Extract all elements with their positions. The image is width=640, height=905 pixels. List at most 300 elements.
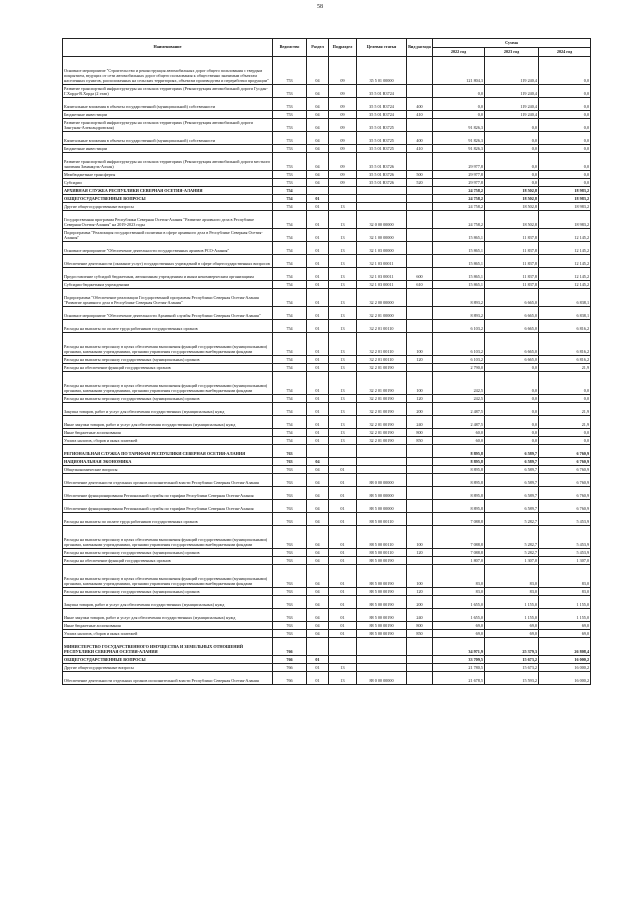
- row-2023: 69,0: [485, 622, 539, 630]
- row-2024: 12 145,2: [539, 268, 591, 281]
- table-row: [63, 458, 591, 466]
- row-section: 04: [307, 458, 329, 466]
- row-2024: 5 453,9: [539, 526, 591, 549]
- row-section: 01: [307, 195, 329, 203]
- row-grbs: 763: [273, 513, 307, 526]
- row-name: Развитие транспортной инфраструктуры на сельских территориях (Реконструкция автомобильной дороги Зангунан-Александровская): [63, 119, 273, 132]
- row-section: 04: [307, 630, 329, 638]
- row-subsection: 01: [329, 526, 357, 549]
- table-row: [63, 549, 591, 557]
- table-row: [63, 445, 591, 458]
- row-name: Иные бюджетные ассигнования: [63, 429, 273, 437]
- row-grbs: 754: [273, 403, 307, 416]
- header-year-2023: 2023 год: [485, 48, 539, 57]
- row-target: 32 2 01 00190: [357, 403, 407, 416]
- row-2023: 6 589,7: [485, 500, 539, 513]
- row-subsection: 09: [329, 57, 357, 85]
- row-subsection: 13: [329, 395, 357, 403]
- row-expense-type: [407, 672, 433, 685]
- row-name: Предоставление субсидий бюджетным, автономным учреждениям и иным некоммерческим организациям: [63, 268, 273, 281]
- row-expense-type: 410: [407, 145, 433, 153]
- row-subsection: [329, 445, 357, 458]
- row-subsection: 13: [329, 211, 357, 229]
- row-2023: 6 589,7: [485, 445, 539, 458]
- row-expense-type: [407, 458, 433, 466]
- row-2022: 34 971,9: [433, 638, 485, 656]
- row-2024: 0,0: [539, 437, 591, 445]
- row-subsection: [329, 638, 357, 656]
- row-2022: 7 088,8: [433, 513, 485, 526]
- row-name: Подпрограмма "Обеспечение реализации Государственной программы Республики Северная Осетия-Алания "Развитие архивного дела в Республике Северная Осетия-Алания": [63, 289, 273, 307]
- row-target: 32 0 00 00000: [357, 211, 407, 229]
- row-2024: 0,0: [539, 119, 591, 132]
- row-target: 32 2 01 00190: [357, 364, 407, 372]
- row-grbs: 754: [273, 242, 307, 255]
- row-grbs: 754: [273, 333, 307, 356]
- row-2023: 18 502,8: [485, 195, 539, 203]
- row-2023: 15 673,2: [485, 656, 539, 664]
- row-subsection: [329, 656, 357, 664]
- row-2022: 15 865,1: [433, 229, 485, 242]
- row-section: 04: [307, 557, 329, 565]
- row-name: Обеспечение функционирования Региональной службы по тарифам Республики Северная Осетия-Алания: [63, 500, 273, 513]
- row-2023: 0,0: [485, 171, 539, 179]
- row-2022: 60,0: [433, 429, 485, 437]
- row-expense-type: 120: [407, 588, 433, 596]
- row-2022: 29 977,8: [433, 153, 485, 171]
- table-row: [63, 588, 591, 596]
- row-2024: 83,0: [539, 588, 591, 596]
- row-subsection: [329, 195, 357, 203]
- row-2023: 6 589,7: [485, 474, 539, 487]
- row-subsection: 09: [329, 171, 357, 179]
- row-grbs: 763: [273, 474, 307, 487]
- row-expense-type: [407, 242, 433, 255]
- row-expense-type: [407, 255, 433, 268]
- row-section: 04: [307, 513, 329, 526]
- row-target: 32 1 03 00011: [357, 281, 407, 289]
- row-name: Расходы на обеспечение функций государственных органов: [63, 364, 273, 372]
- row-2022: 8 895,8: [433, 500, 485, 513]
- row-2022: 69,0: [433, 630, 485, 638]
- row-section: 01: [307, 333, 329, 356]
- row-section: 04: [307, 171, 329, 179]
- row-2023: 11 837,8: [485, 281, 539, 289]
- row-2023: 18 502,8: [485, 211, 539, 229]
- row-2022: 8 895,8: [433, 474, 485, 487]
- row-name: Иные закупки товаров, работ и услуг для обеспечения государственных (муниципальных) нужд: [63, 609, 273, 622]
- row-grbs: 763: [273, 596, 307, 609]
- row-expense-type: [407, 474, 433, 487]
- row-grbs: 766: [273, 672, 307, 685]
- row-subsection: 01: [329, 500, 357, 513]
- row-expense-type: 100: [407, 372, 433, 395]
- row-subsection: 13: [329, 333, 357, 356]
- row-expense-type: 410: [407, 111, 433, 119]
- row-name: Другие общегосударственные вопросы: [63, 664, 273, 672]
- row-grbs: 766: [273, 664, 307, 672]
- row-2024: 6 816,2: [539, 320, 591, 333]
- row-grbs: 763: [273, 549, 307, 557]
- row-section: 04: [307, 549, 329, 557]
- table-row: [63, 242, 591, 255]
- row-target: 32 2 01 00190: [357, 395, 407, 403]
- row-section: 01: [307, 416, 329, 429]
- row-target: [357, 187, 407, 195]
- table-row: [63, 466, 591, 474]
- row-2024: 12 145,2: [539, 255, 591, 268]
- row-2024: 5 453,9: [539, 513, 591, 526]
- row-2024: 0,0: [539, 372, 591, 395]
- row-subsection: 13: [329, 429, 357, 437]
- row-name: Расходы на выплаты по оплате труда работников государственных органов: [63, 320, 273, 333]
- row-2024: 6 838,1: [539, 307, 591, 320]
- row-2022: 83,0: [433, 588, 485, 596]
- table-row: [63, 403, 591, 416]
- row-name: Расходы на выплаты персоналу в целях обеспечения выполнения функций государственными (муниципальными) органами, казенными учреждениями, органами управления государственными внебюджетными фондами: [63, 565, 273, 588]
- row-2024: 1 307,0: [539, 557, 591, 565]
- row-grbs: 754: [273, 229, 307, 242]
- row-section: 01: [307, 364, 329, 372]
- row-grbs: 763: [273, 630, 307, 638]
- row-grbs: 754: [273, 437, 307, 445]
- table-row: [63, 609, 591, 622]
- row-2024: 26 808,4: [539, 638, 591, 656]
- row-2024: 69,0: [539, 622, 591, 630]
- row-target: 88 5 00 00110: [357, 549, 407, 557]
- row-expense-type: 500: [407, 171, 433, 179]
- row-subsection: 13: [329, 320, 357, 333]
- row-section: 01: [307, 268, 329, 281]
- row-expense-type: [407, 211, 433, 229]
- row-grbs: 763: [273, 458, 307, 466]
- row-2023: 6 665,0: [485, 307, 539, 320]
- table-row: [63, 333, 591, 356]
- row-grbs: 754: [273, 429, 307, 437]
- table-row: [63, 630, 591, 638]
- row-2024: 0,0: [539, 85, 591, 98]
- row-name: Подпрограмма "Реализация государственной политики в сфере архивного дела в Республике Северная Осетия-Алания": [63, 229, 273, 242]
- table-row: [63, 119, 591, 132]
- table-row: [63, 57, 591, 85]
- row-2024: 18 983,2: [539, 187, 591, 195]
- row-2023: 119 240,4: [485, 111, 539, 119]
- row-subsection: 09: [329, 153, 357, 171]
- row-2024: 0,0: [539, 145, 591, 153]
- row-2022: 6 103,2: [433, 320, 485, 333]
- row-subsection: 13: [329, 307, 357, 320]
- header-grbs: Ведомство: [273, 39, 307, 57]
- row-2022: 24 758,2: [433, 187, 485, 195]
- row-expense-type: 200: [407, 403, 433, 416]
- row-expense-type: [407, 119, 433, 132]
- row-2022: 33 709,5: [433, 656, 485, 664]
- row-target: [357, 195, 407, 203]
- row-2023: 1 155,0: [485, 609, 539, 622]
- row-target: 32 1 03 00011: [357, 255, 407, 268]
- row-expense-type: 240: [407, 609, 433, 622]
- row-subsection: 13: [329, 672, 357, 685]
- row-name: НАЦИОНАЛЬНАЯ ЭКОНОМИКА: [63, 458, 273, 466]
- row-name: АРХИВНАЯ СЛУЖБА РЕСПУБЛИКИ СЕВЕРНАЯ ОСЕТИЯ-АЛАНИЯ: [63, 187, 273, 195]
- row-2022: 15 865,1: [433, 281, 485, 289]
- row-grbs: 754: [273, 211, 307, 229]
- row-target: 32 2 01 00000: [357, 307, 407, 320]
- row-expense-type: 400: [407, 98, 433, 111]
- row-name: Обеспечение деятельности отдельных органов исполнительной власти Республики Северная Осетия-Алания: [63, 672, 273, 685]
- row-2024: 6 760,9: [539, 500, 591, 513]
- row-subsection: 13: [329, 403, 357, 416]
- row-2023: 25 379,3: [485, 638, 539, 656]
- row-section: 04: [307, 609, 329, 622]
- row-expense-type: [407, 85, 433, 98]
- row-grbs: 766: [273, 638, 307, 656]
- row-2023: 1 155,0: [485, 596, 539, 609]
- table-row: [63, 429, 591, 437]
- row-2022: 29 977,8: [433, 171, 485, 179]
- row-2024: 6 760,9: [539, 458, 591, 466]
- table-row: [63, 526, 591, 549]
- row-section: 01: [307, 429, 329, 437]
- row-2022: 6 103,2: [433, 356, 485, 364]
- row-2022: 21 780,5: [433, 664, 485, 672]
- row-section: 04: [307, 526, 329, 549]
- header-name: Наименование: [63, 39, 273, 57]
- table-row: [63, 672, 591, 685]
- row-name: Обеспечение деятельности отдельных органов исполнительной власти Республики Северная Осетия-Алания: [63, 474, 273, 487]
- row-2024: 0,0: [539, 429, 591, 437]
- row-name: Государственная программа Республики Северная Осетия-Алания "Развитие архивного дела в Республике Северная Осетия-Алания" на 2019-2023 годы: [63, 211, 273, 229]
- row-2023: 119 240,4: [485, 57, 539, 85]
- row-expense-type: 240: [407, 416, 433, 429]
- row-2024: 0,0: [539, 98, 591, 111]
- row-expense-type: 120: [407, 395, 433, 403]
- row-2023: 11 837,8: [485, 229, 539, 242]
- row-2022: 2 487,5: [433, 416, 485, 429]
- row-expense-type: [407, 487, 433, 500]
- row-grbs: 753: [273, 153, 307, 171]
- row-grbs: 753: [273, 179, 307, 187]
- row-2022: 24 758,2: [433, 203, 485, 211]
- row-grbs: 753: [273, 171, 307, 179]
- row-2023: 11 837,8: [485, 242, 539, 255]
- row-expense-type: 400: [407, 132, 433, 145]
- table-row: [63, 320, 591, 333]
- row-target: 32 2 00 00000: [357, 289, 407, 307]
- row-target: 88 0 00 00000: [357, 474, 407, 487]
- row-name: Другие общегосударственные вопросы: [63, 203, 273, 211]
- table-body: [63, 57, 591, 685]
- row-section: 04: [307, 179, 329, 187]
- row-target: 32 2 01 00110: [357, 356, 407, 364]
- row-2024: 12 145,2: [539, 229, 591, 242]
- row-section: 04: [307, 500, 329, 513]
- row-subsection: 13: [329, 242, 357, 255]
- table-row: [63, 638, 591, 656]
- row-subsection: 13: [329, 364, 357, 372]
- row-target: 35 5 01 R3725: [357, 145, 407, 153]
- row-2024: 12 145,2: [539, 281, 591, 289]
- row-name: Уплата налогов, сборов и иных платежей: [63, 437, 273, 445]
- row-2024: 0,0: [539, 395, 591, 403]
- row-subsection: 01: [329, 549, 357, 557]
- row-subsection: 13: [329, 664, 357, 672]
- row-subsection: 01: [329, 474, 357, 487]
- row-name: Межбюджетные трансферты: [63, 171, 273, 179]
- row-2022: 1 655,0: [433, 596, 485, 609]
- row-expense-type: 200: [407, 596, 433, 609]
- row-2024: 6 838,1: [539, 289, 591, 307]
- row-2022: 2 487,5: [433, 403, 485, 416]
- row-target: 32 2 01 00110: [357, 320, 407, 333]
- row-name: Обеспечение деятельности (оказание услуг) государственных учреждений в сфере общегосударственных вопросов: [63, 255, 273, 268]
- table-row: [63, 474, 591, 487]
- row-2024: 5 453,9: [539, 549, 591, 557]
- row-2023: 18 502,8: [485, 187, 539, 195]
- row-grbs: 754: [273, 356, 307, 364]
- table-row: [63, 364, 591, 372]
- row-name: Субсидии бюджетным учреждениям: [63, 281, 273, 289]
- row-expense-type: 120: [407, 356, 433, 364]
- row-name: Расходы на выплаты персоналу в целях обеспечения выполнения функций государственными (муниципальными) органами, казенными учреждениями, органами управления государственными внебюджетными фондами: [63, 526, 273, 549]
- table-row: [63, 289, 591, 307]
- row-subsection: 09: [329, 119, 357, 132]
- row-grbs: 754: [273, 187, 307, 195]
- row-target: 35 5 01 R3724: [357, 85, 407, 98]
- row-2022: 60,0: [433, 437, 485, 445]
- row-grbs: 754: [273, 416, 307, 429]
- table-row: [63, 85, 591, 98]
- row-expense-type: [407, 656, 433, 664]
- row-section: 01: [307, 664, 329, 672]
- row-section: 04: [307, 466, 329, 474]
- row-2022: 7 088,8: [433, 526, 485, 549]
- row-2023: 6 665,0: [485, 333, 539, 356]
- row-2023: 11 837,8: [485, 255, 539, 268]
- row-subsection: 13: [329, 356, 357, 364]
- row-target: 35 5 01 R3724: [357, 98, 407, 111]
- table-row: [63, 203, 591, 211]
- row-2023: 0,0: [485, 429, 539, 437]
- row-subsection: 13: [329, 289, 357, 307]
- row-2024: 21,9: [539, 403, 591, 416]
- table-row: [63, 513, 591, 526]
- row-2023: 6 589,7: [485, 487, 539, 500]
- row-2024: 0,0: [539, 132, 591, 145]
- row-2022: 8 893,2: [433, 307, 485, 320]
- row-2022: 69,0: [433, 622, 485, 630]
- row-section: [307, 187, 329, 195]
- row-name: Бюджетные инвестиции: [63, 145, 273, 153]
- row-section: 01: [307, 395, 329, 403]
- row-target: 88 5 00 00190: [357, 565, 407, 588]
- row-name: Иные бюджетные ассигнования: [63, 622, 273, 630]
- row-2023: 6 665,0: [485, 356, 539, 364]
- row-subsection: 01: [329, 557, 357, 565]
- row-name: Расходы на выплаты персоналу государственных (муниципальных) органов: [63, 588, 273, 596]
- row-2023: 83,0: [485, 565, 539, 588]
- row-subsection: 01: [329, 466, 357, 474]
- row-section: 01: [307, 356, 329, 364]
- row-grbs: 754: [273, 195, 307, 203]
- row-2022: 15 865,1: [433, 242, 485, 255]
- row-section: 01: [307, 211, 329, 229]
- row-grbs: 753: [273, 119, 307, 132]
- row-2023: 0,0: [485, 372, 539, 395]
- row-2022: 8 895,8: [433, 445, 485, 458]
- header-expense-type: Вид расхода: [407, 39, 433, 57]
- row-expense-type: [407, 187, 433, 195]
- row-name: Расходы на выплаты персоналу государственных (муниципальных) органов: [63, 356, 273, 364]
- row-2022: 6 103,2: [433, 333, 485, 356]
- row-target: 88 5 00 00190: [357, 588, 407, 596]
- row-section: 01: [307, 289, 329, 307]
- row-section: 01: [307, 656, 329, 664]
- row-2022: 91 826,3: [433, 145, 485, 153]
- row-2022: 24 758,2: [433, 195, 485, 203]
- row-2023: 69,0: [485, 630, 539, 638]
- row-grbs: 754: [273, 395, 307, 403]
- row-section: 01: [307, 437, 329, 445]
- row-2022: 83,0: [433, 565, 485, 588]
- header-sum: Сумма: [433, 39, 591, 48]
- row-target: [357, 458, 407, 466]
- table-row: [63, 171, 591, 179]
- row-2023: 6 589,7: [485, 458, 539, 466]
- row-2024: 6 760,9: [539, 466, 591, 474]
- row-2022: 91 826,3: [433, 119, 485, 132]
- row-target: 88 5 00 00190: [357, 609, 407, 622]
- row-subsection: 13: [329, 437, 357, 445]
- row-2023: 5 282,7: [485, 549, 539, 557]
- row-grbs: 753: [273, 132, 307, 145]
- row-grbs: 754: [273, 307, 307, 320]
- row-name: Основное мероприятие "Обеспечение деятельности государственных архивов РСО-Алания": [63, 242, 273, 255]
- table-row: [63, 500, 591, 513]
- row-2024: 16 000,2: [539, 672, 591, 685]
- row-target: [357, 664, 407, 672]
- table-row: [63, 145, 591, 153]
- row-grbs: 754: [273, 255, 307, 268]
- table-row: [63, 195, 591, 203]
- row-subsection: 09: [329, 85, 357, 98]
- row-2023: 0,0: [485, 119, 539, 132]
- row-section: 04: [307, 565, 329, 588]
- header-subsection: Подраздел: [329, 39, 357, 57]
- row-name: Уплата налогов, сборов и иных платежей: [63, 630, 273, 638]
- row-grbs: 763: [273, 565, 307, 588]
- row-grbs: 763: [273, 526, 307, 549]
- row-2023: 11 837,8: [485, 268, 539, 281]
- row-subsection: 09: [329, 132, 357, 145]
- page-number: 58: [317, 4, 323, 10]
- row-subsection: 01: [329, 487, 357, 500]
- row-expense-type: 850: [407, 437, 433, 445]
- row-expense-type: [407, 289, 433, 307]
- table-row: [63, 356, 591, 364]
- table-row: [63, 179, 591, 187]
- row-2024: 18 983,2: [539, 195, 591, 203]
- row-target: 32 1 03 00011: [357, 268, 407, 281]
- row-subsection: 13: [329, 416, 357, 429]
- row-subsection: 01: [329, 630, 357, 638]
- header-year-2024: 2024 год: [539, 48, 591, 57]
- row-grbs: 753: [273, 57, 307, 85]
- table-row: [63, 307, 591, 320]
- table-row: [63, 229, 591, 242]
- row-2022: 15 865,1: [433, 268, 485, 281]
- row-name: Общеэкономические вопросы: [63, 466, 273, 474]
